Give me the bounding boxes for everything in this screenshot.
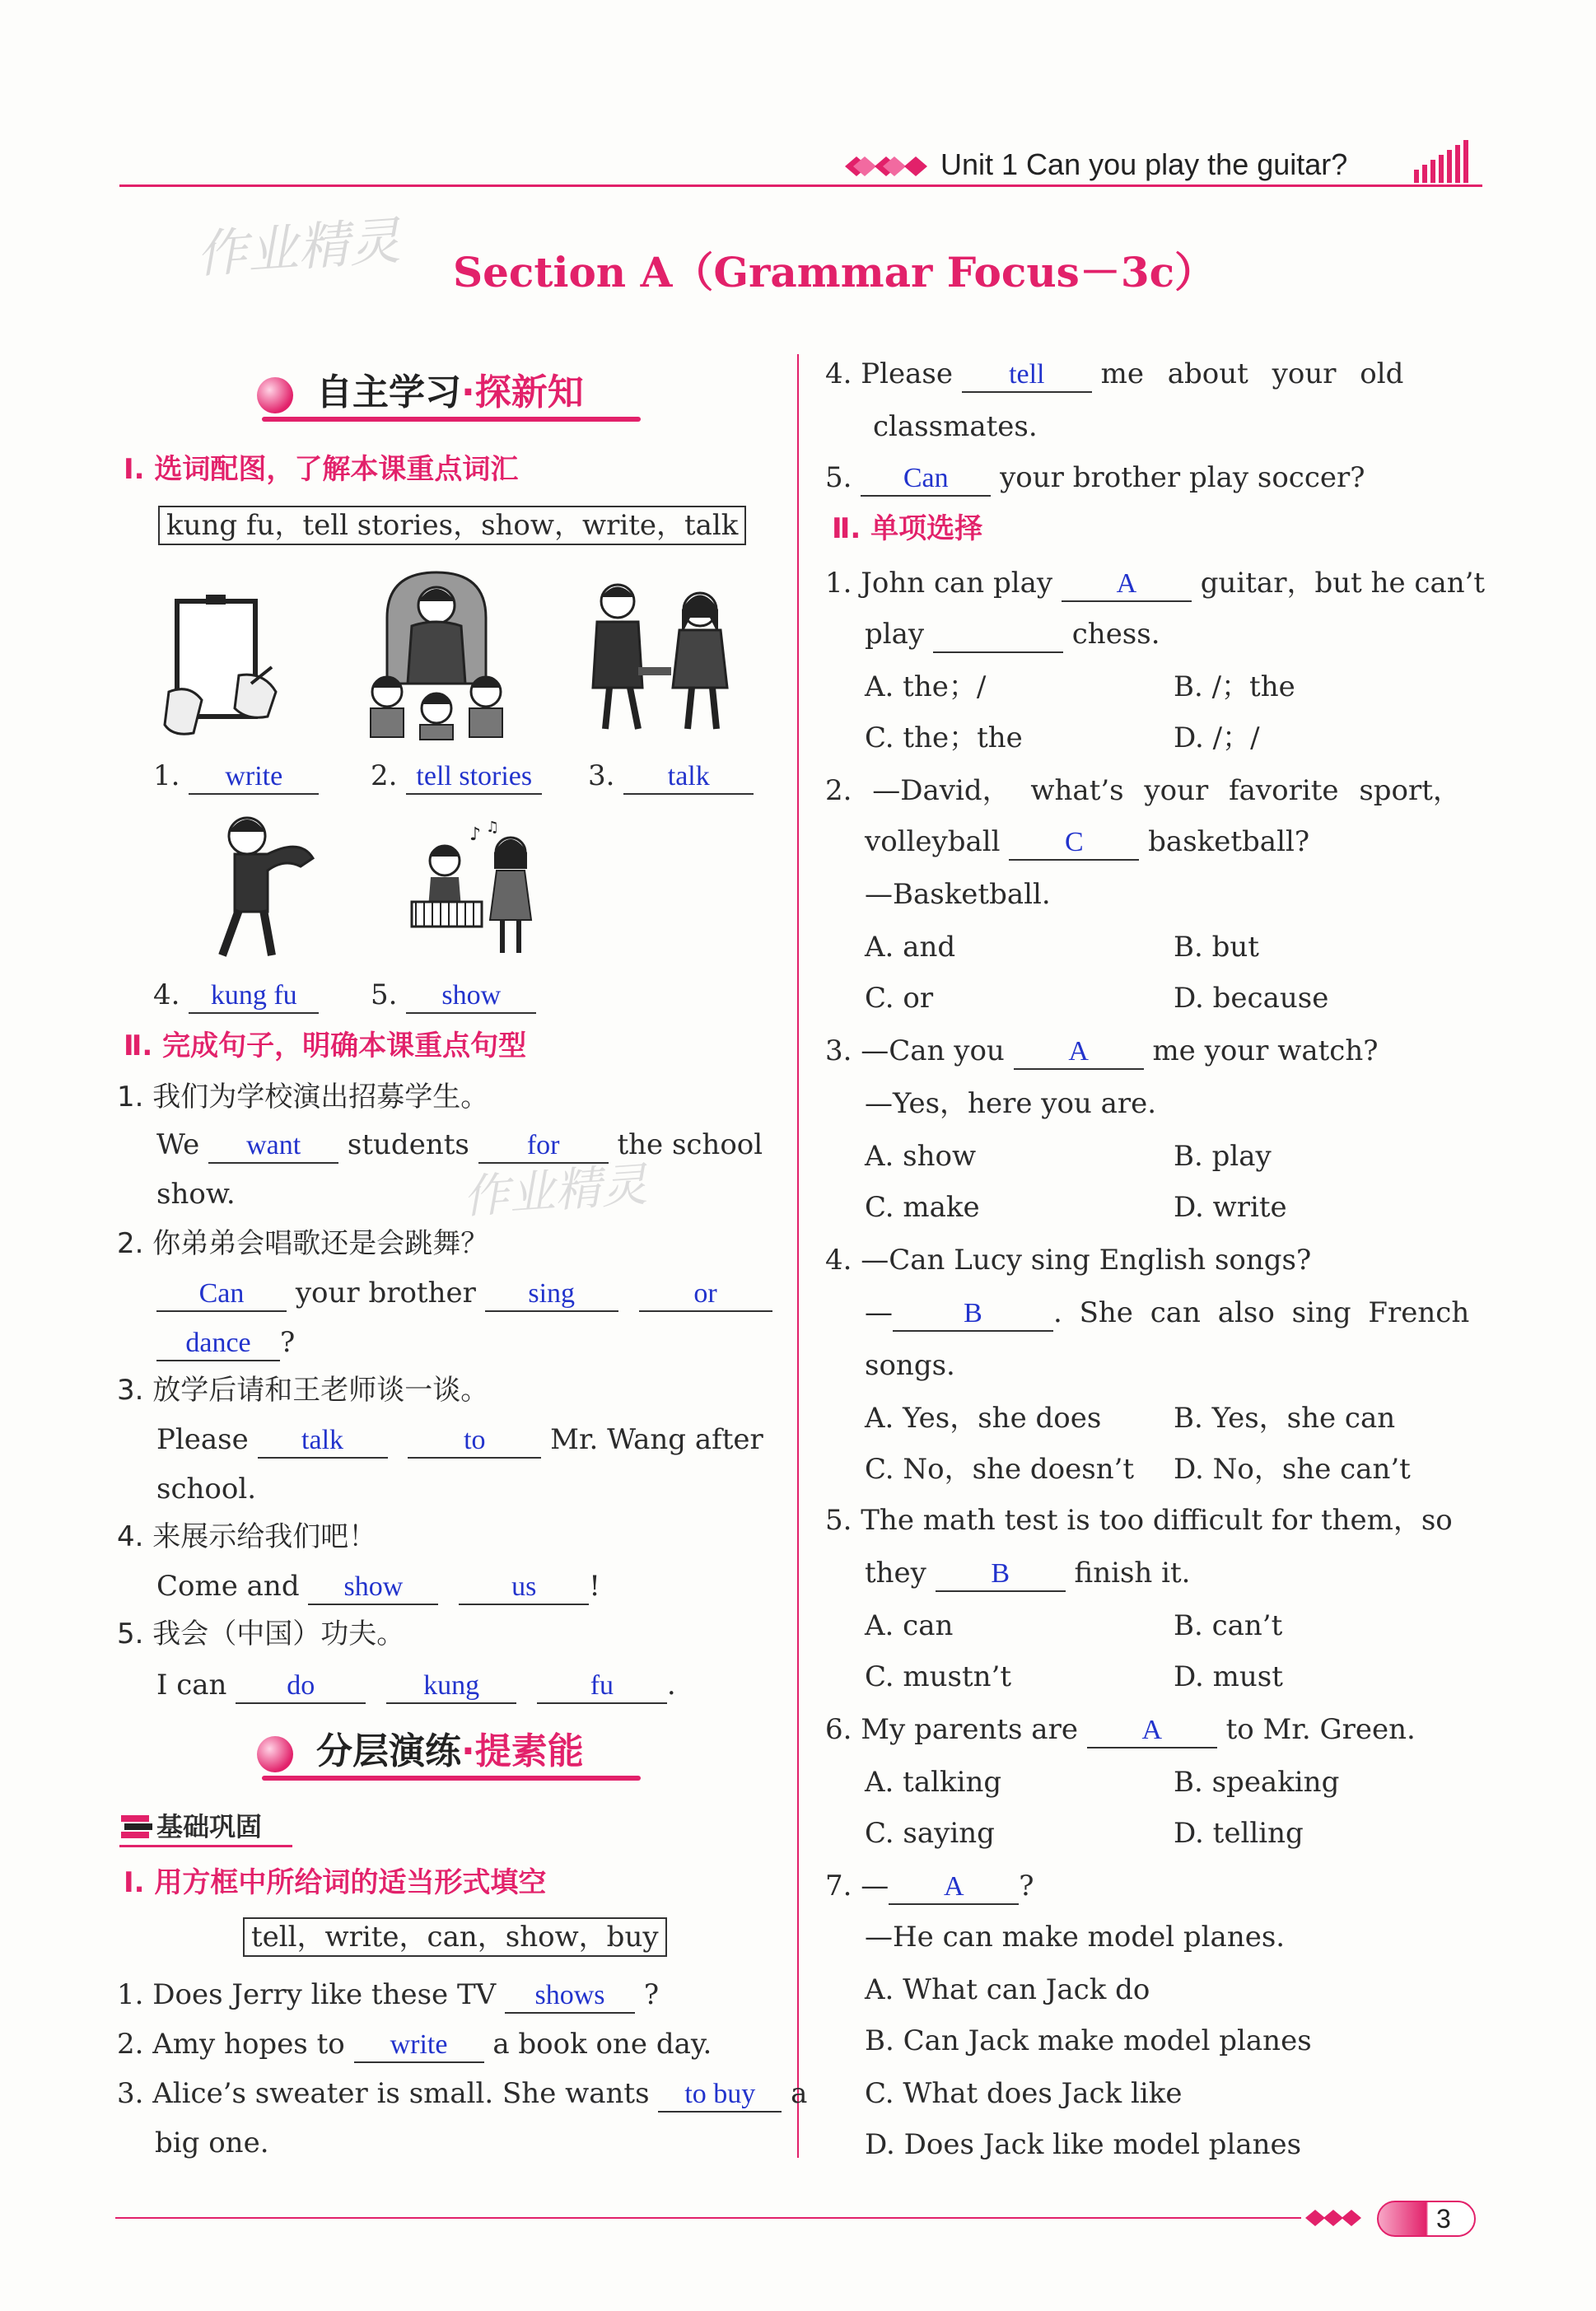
footer-rule: [115, 2217, 1301, 2219]
q1-w1: We: [156, 1128, 200, 1161]
mc7-blank[interactable]: A: [889, 1870, 1019, 1905]
mc2-opt-a[interactable]: A. and: [865, 931, 956, 964]
mc5-opt-b[interactable]: B. can’t: [1174, 1609, 1283, 1642]
q4-cn: 4. 来展示给我们吧！: [117, 1520, 377, 1553]
mc5-l2: [865, 1557, 1190, 1592]
mc2-pre: volleyball: [865, 825, 1001, 858]
mc1-l2-pre: play: [865, 618, 925, 651]
fill-q1-post: ?: [643, 1978, 660, 2011]
mc3-opt-c[interactable]: C. make: [865, 1191, 980, 1224]
mc4-opt-a[interactable]: A. Yes，she does: [865, 1402, 1102, 1435]
q2-blank-sing[interactable]: sing: [485, 1277, 618, 1312]
r-q4-line2: classmates.: [873, 410, 1038, 443]
heading-underline: [262, 417, 641, 422]
mc6-post: to Mr. Green.: [1225, 1713, 1416, 1746]
mc2-opt-d[interactable]: D. because: [1174, 982, 1329, 1015]
mc3-l2: —Yes，here you are.: [865, 1087, 1157, 1120]
q3-line: [156, 1423, 763, 1459]
mc4-l3: songs.: [865, 1349, 955, 1382]
r-q5-blank[interactable]: Can: [861, 462, 991, 497]
mc6-opt-d[interactable]: D. telling: [1174, 1817, 1304, 1850]
heading2-dot: ·: [461, 1730, 475, 1772]
mc2-l1: 2. —David， what’s your favorite sport，: [825, 774, 1461, 807]
fill-q3-line2: big one.: [155, 2127, 269, 2159]
mc1-l2-post: chess.: [1071, 618, 1160, 651]
q5-line: [156, 1669, 676, 1704]
q3-w2: Mr. Wang after: [550, 1423, 763, 1456]
mc2-l2: [865, 825, 1309, 861]
mc4-l1: 4. —Can Lucy sing English songs?: [825, 1244, 1312, 1277]
mc3-pre: 3. —Can you: [825, 1034, 1005, 1067]
mc7-post: ?: [1019, 1870, 1034, 1902]
fill-q3-post: a: [791, 2077, 808, 2110]
q1-w3: the school: [617, 1128, 763, 1161]
mc6-opt-c[interactable]: C. saying: [865, 1817, 995, 1850]
r-q4-pre: 4. Please: [825, 357, 953, 390]
q4-end: !: [589, 1570, 600, 1603]
ans-show-blank[interactable]: show: [406, 979, 536, 1014]
ans-write-blank[interactable]: write: [189, 760, 319, 795]
q1-cn: 1. 我们为学校演出招募学生。: [117, 1081, 489, 1113]
mc4-l2: [865, 1296, 1469, 1332]
books-icon: [119, 1810, 154, 1843]
mc7-l2: —He can make model planes.: [865, 1921, 1286, 1954]
mc2-opt-b[interactable]: B. but: [1174, 931, 1259, 964]
part1-word-box: kung fu，tell stories，show，write，talk: [158, 506, 746, 545]
q5-blank-kung[interactable]: kung: [386, 1669, 516, 1704]
footer-page-badge: [1377, 2201, 1476, 2237]
mc4-opt-d[interactable]: D. No，she can’t: [1174, 1453, 1411, 1486]
fill-q1: [117, 1978, 659, 2014]
ans-num-3: 3.: [588, 759, 615, 792]
heading-dot: ·: [461, 371, 475, 413]
mc7-l1: [825, 1870, 1034, 1905]
q5-end: .: [666, 1669, 676, 1702]
mc7-opt-d[interactable]: D. Does Jack like model planes: [865, 2128, 1302, 2161]
q3-blank-to[interactable]: to: [408, 1424, 541, 1459]
q1-blank-want[interactable]: want: [208, 1129, 338, 1164]
ans-row2: [153, 978, 319, 1014]
q2-line: [156, 1277, 772, 1312]
heading-self-study-b: 探新知: [474, 371, 584, 413]
ans-num-4: 4.: [153, 978, 180, 1011]
fill-q2-blank[interactable]: write: [354, 2029, 484, 2063]
mc5-pre: they: [865, 1557, 926, 1590]
r-q4: [825, 357, 1403, 393]
q1-line: [156, 1128, 763, 1164]
mc2-blank[interactable]: C: [1009, 826, 1139, 861]
mc1-blank[interactable]: A: [1062, 567, 1192, 602]
mc5-l1: 5. The math test is too difficult for them，so: [825, 1504, 1453, 1537]
q2-line2: [156, 1326, 295, 1361]
watermark-logo: 作业精灵: [194, 210, 403, 285]
mc5-opt-d[interactable]: D. must: [1174, 1660, 1283, 1693]
q3-blank-talk[interactable]: talk: [258, 1424, 388, 1459]
mc6-l1: [825, 1713, 1416, 1748]
mc5-blank[interactable]: B: [936, 1557, 1066, 1592]
fill-q3-blank[interactable]: to buy: [658, 2078, 782, 2113]
q3-w1: Please: [156, 1423, 249, 1456]
mc6-blank[interactable]: A: [1087, 1714, 1217, 1748]
image-show-music: [408, 819, 548, 959]
q3-cn: 3. 放学后请和王老师谈一谈。: [117, 1374, 489, 1407]
image-kung-fu: [206, 803, 329, 959]
ans-num-5: 5.: [371, 978, 398, 1011]
ans-talk-blank[interactable]: talk: [623, 760, 754, 795]
q4-blank-show[interactable]: show: [308, 1571, 438, 1605]
mc7-opt-a[interactable]: A. What can Jack do: [865, 1973, 1150, 2006]
mc6-opt-b[interactable]: B. speaking: [1174, 1766, 1340, 1799]
mc1-opt-a[interactable]: A. the；/: [865, 670, 987, 703]
mc3-opt-b[interactable]: B. play: [1174, 1140, 1272, 1173]
page-number: 3: [1436, 2204, 1451, 2234]
q5-cn: 5. 我会（中国）功夫。: [117, 1618, 405, 1650]
q2-w1: your brother: [295, 1277, 476, 1310]
q4-w1: Come and: [156, 1570, 300, 1603]
ans-row2b: [371, 978, 536, 1014]
mc7-opt-b[interactable]: B. Can Jack make model planes: [865, 2024, 1312, 2057]
mc-title: Ⅱ. 单项选择: [832, 512, 983, 545]
basic-underline: [119, 1845, 292, 1847]
mc2-post: basketball?: [1148, 825, 1310, 858]
r-q4-blank[interactable]: tell: [962, 358, 1092, 393]
q4-blank-us[interactable]: us: [459, 1571, 589, 1605]
heading-practice-b: 提素能: [474, 1730, 584, 1772]
fill-q2-pre: 2. Amy hopes to: [117, 2028, 345, 2061]
ans-row1c: [588, 759, 754, 795]
mc2-opt-c[interactable]: C. or: [865, 982, 934, 1015]
fill-q1-pre: 1. Does Jerry like these TV: [117, 1978, 497, 2011]
q2-blank-dance[interactable]: dance: [156, 1327, 280, 1361]
fill-q1-blank[interactable]: shows: [505, 1979, 635, 2014]
ans-num-2: 2.: [371, 759, 398, 792]
mc6-pre: 6. My parents are: [825, 1713, 1078, 1746]
mc6-opt-a[interactable]: A. talking: [865, 1766, 1002, 1799]
q2-end: ?: [280, 1326, 296, 1359]
r-q4-post: me about your old: [1100, 357, 1404, 390]
mc1-opt-b[interactable]: B. /；the: [1174, 670, 1295, 703]
heading2-underline: [262, 1776, 641, 1781]
q1-blank-for[interactable]: for: [478, 1129, 609, 1164]
heading-self-study: [316, 371, 584, 415]
q3-line2: school.: [156, 1473, 257, 1506]
fill-q3-pre: 3. Alice’s sweater is small. She wants: [117, 2077, 650, 2110]
part2-title: Ⅱ. 完成句子，明确本课重点句型: [124, 1029, 527, 1062]
mc1-post: guitar，but he can’t: [1200, 567, 1486, 600]
ans-tell-stories-blank[interactable]: tell stories: [406, 760, 542, 795]
r-q5-pre: 5.: [825, 461, 852, 494]
q4-line: [156, 1570, 600, 1605]
fill-q2: [117, 2028, 712, 2063]
column-divider: [797, 354, 799, 2158]
heading-self-study-a: 自主学习: [316, 371, 461, 413]
header-bars-icon: [1412, 137, 1478, 186]
ans-kung-fu-blank[interactable]: kung fu: [189, 979, 319, 1014]
svg-text:♪: ♪: [469, 824, 482, 845]
ans-row1b: [371, 759, 542, 795]
mc4-opt-c[interactable]: C. No，she doesn’t: [865, 1453, 1135, 1486]
header-rule: [119, 184, 1482, 187]
mc5-opt-c[interactable]: C. mustn’t: [865, 1660, 1012, 1693]
mc4-post: . She can also sing French: [1053, 1296, 1470, 1329]
heading-practice: [316, 1730, 584, 1774]
heading-practice-a: 分层演练: [316, 1730, 461, 1772]
image-two-people-talking: [576, 577, 749, 741]
mc3-opt-d[interactable]: D. write: [1174, 1191, 1287, 1224]
fill-q2-post: a book one day.: [492, 2028, 712, 2061]
q2-cn: 2. 你弟弟会唱歌还是会跳舞？: [117, 1227, 489, 1260]
mc7-opt-c[interactable]: C. What does Jack like: [865, 2077, 1183, 2110]
part3-title: Ⅰ. 用方框中所给词的适当形式填空: [124, 1866, 547, 1899]
basic-label: 基础巩固: [156, 1811, 263, 1842]
mc4-blank[interactable]: B: [893, 1297, 1053, 1332]
section-title: Section A（Grammar Focus－3c）: [453, 248, 1216, 296]
mc1-l1: [825, 567, 1485, 602]
heading-ball-icon: [257, 377, 293, 413]
mc4-pre: —: [865, 1296, 893, 1329]
mc2-l3: —Basketball.: [865, 878, 1051, 911]
q2-blank-or[interactable]: or: [639, 1277, 772, 1312]
q1-w2: students: [347, 1128, 469, 1161]
mc3-opt-a[interactable]: A. show: [865, 1140, 977, 1173]
mc7-pre: 7. —: [825, 1870, 889, 1902]
footer-arrows-icon: [1305, 2204, 1371, 2232]
r-q5-post: your brother play soccer?: [1000, 461, 1365, 494]
mc5-post: finish it.: [1074, 1557, 1191, 1590]
q5-blank-fu[interactable]: fu: [537, 1669, 667, 1704]
q1-line2: show.: [156, 1178, 236, 1211]
mc1-l2: [865, 618, 1160, 653]
mc1-blank2[interactable]: [933, 619, 1063, 653]
mc1-opt-d[interactable]: D. /；/: [1174, 721, 1260, 754]
image-writing-board: [161, 593, 284, 741]
ans-row1: [153, 759, 319, 795]
ans-num-1: 1.: [153, 759, 180, 792]
mc1-pre: 1. John can play: [825, 567, 1053, 600]
fill-q3: [117, 2077, 807, 2113]
image-telling-stories: [354, 568, 519, 741]
r-q5: [825, 461, 1365, 497]
q5-w1: I can: [156, 1669, 227, 1702]
mc3-l1: [825, 1034, 1378, 1070]
q5-blank-do[interactable]: do: [236, 1669, 366, 1704]
mc4-opt-b[interactable]: B. Yes，she can: [1174, 1402, 1396, 1435]
mc1-opt-c[interactable]: C. the；the: [865, 721, 1023, 754]
header-unit-title: Unit 1 Can you play the guitar?: [940, 147, 1348, 181]
watermark-logo-center: 作业精灵: [460, 1158, 649, 1225]
heading2-ball-icon: [257, 1736, 293, 1772]
mc3-blank[interactable]: A: [1014, 1035, 1144, 1070]
header-arrows-icon: [845, 148, 936, 184]
part1-title: Ⅰ. 选词配图，了解本课重点词汇: [124, 453, 519, 486]
q2-blank-can[interactable]: Can: [156, 1277, 287, 1312]
mc3-post: me your watch?: [1152, 1034, 1379, 1067]
part3-word-box: tell，write，can，show，buy: [243, 1917, 667, 1957]
mc5-opt-a[interactable]: A. can: [865, 1609, 954, 1642]
svg-text:♫: ♫: [486, 819, 500, 836]
